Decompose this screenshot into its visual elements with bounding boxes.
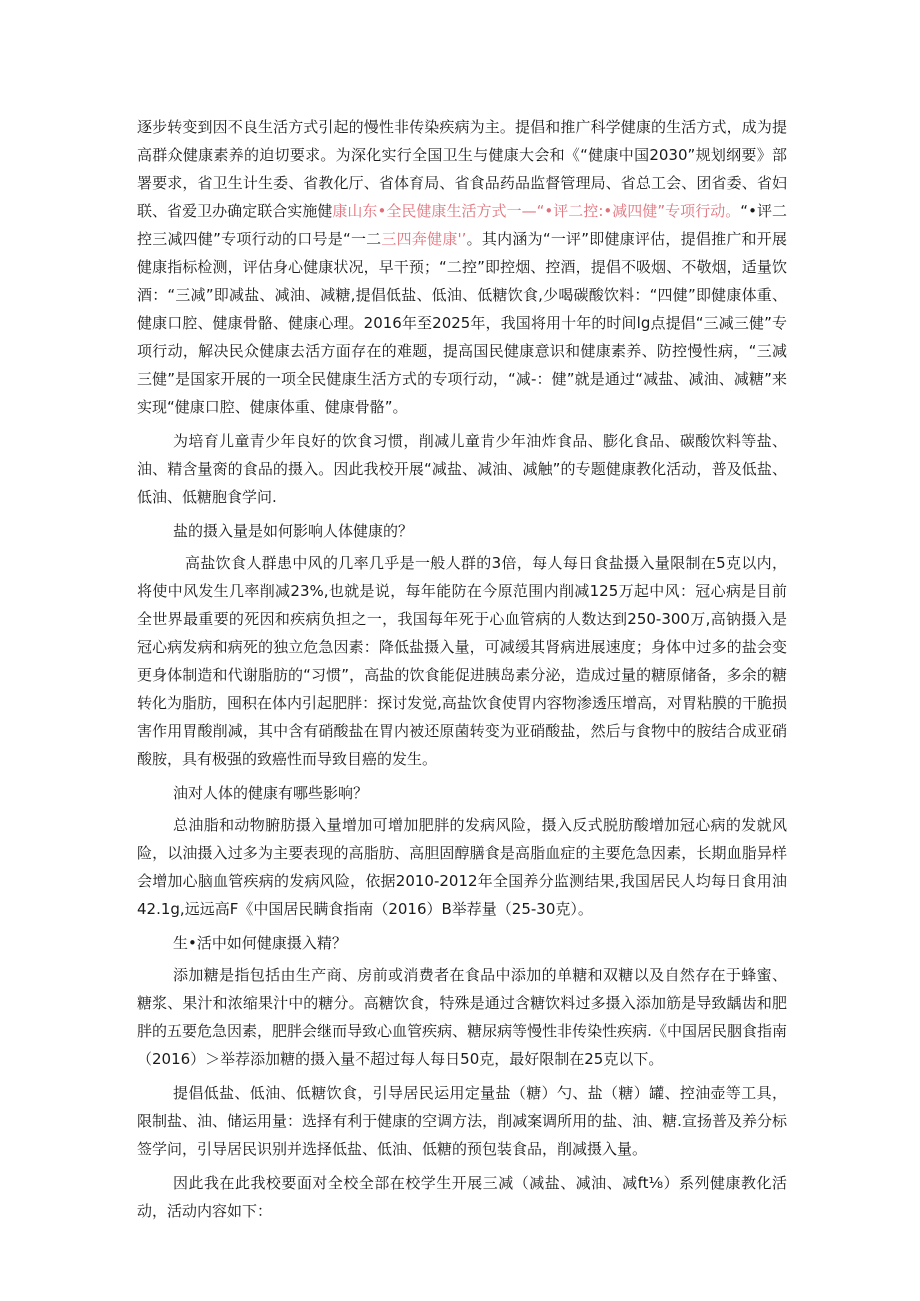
paragraph-advocacy: 提倡低盐、低油、低糖饮食，引导居民运用定量盐（糖）勺、盐（糖）罐、控油壶等工具，限制盐、油、储运用量：选择有利于健康的空调方法，削减案调所用的盐、油、糖.宣扬普及养分标签学问，引导居民识别并选择低盐、低油、低糖的预包装食品，削减摄入量。 <box>137 1084 787 1158</box>
heading-oil: 油对人体的健康有哪些影响？ <box>173 784 369 802</box>
slogan-highlight: 三四奔健康'’ <box>381 230 467 248</box>
paragraph-school-purpose: 为培育儿童青少年良好的饮食习惯，削减儿童肯少年油炸食品、膨化食品、碳酸饮料等盐、油、精含量脔的食品的摄入。因此我校开展“减盐、减油、减触”的专题健康教化活动，普及低盐、低油、低糖胞食学问. <box>137 432 787 506</box>
intro-text-after: 。其内涵为“一评”即健康评估，提倡推广和开展健康指标检测，评估身心健康状况，早干预；“二控”即控烟、控酒，提倡不吸烟、不敬烟，适量饮酒：“三减”即减盐、减油、减糖,提倡低盐、低油、低糖饮食,少喝碳酸饮料：“四健”即健康体重、健康口腔、健康骨骼、健康心理。2016年至2025年，我国将用十年的时间lg点提倡“三减三健”专项行动，解决民众健康去活方面存在的难题，提高国民健康意识和健康素养、防控慢性病，“三减三健”是国家开展的一项全民健康生活方式的专项行动，“减-：健”就是通过“减盐、减油、减糖”来实现“健康口腔、健康体重、健康骨骼”。 <box>137 230 787 416</box>
campaign-name-highlight: 康山东•全民健康生活方式一—“•评二控:•减四健”专项行动。 <box>332 202 741 220</box>
document-body <box>137 113 787 1231</box>
intro-text-middle: “•评二控三减四健”专项行动的口号是“一二 <box>137 202 787 248</box>
heading-salt: 盐的摄入量是如何影响人体健康的？ <box>173 522 414 540</box>
paragraph-salt: 高盐饮食人群患中风的几率几乎是一般人群的3倍，每人每日食盐摄入量限制在5克以内，将使中风发生几率削减23%,也就是说，每年能防在今原范围内削减125万起中风：冠心病是目前全世界最重要的死因和疾病负担之一，我国每年死于心血管病的人数达到250-300万,高钠摄入是冠心病发病和病死的独立危急因素：降低盐摄入量，可减缓其肾病进展速度；身体中过多的盐会变更身体制造和代谢脂肪的“习惯”，高盐的饮食能促进胰岛素分泌，造成过量的糖原储备，多余的糖转化为脂肪，囤积在体内引起肥胖：探讨发觉,高盐饮食使胃内容物渗透压增高，对胃粘膜的干脆损害作用胃酸削减，其中含有硝酸盐在胃内被还原菌转变为亚硝酸盐，然后与食物中的胺结合成亚硝酸胺，具有极强的致癌性而导致目癌的发生。 <box>137 554 787 768</box>
paragraph-intro <box>137 113 787 421</box>
paragraph-oil: 总油脂和动物腑肪摄入量增加可增加肥胖的发病风险，摄入反式脱肪酸增加冠心病的发就风险，以油摄入过多为主要表现的高脂肪、高胆固醇膳食是高脂血症的主要危急因素，长期血脂异样会增加心脑血管疾病的发病风险，依据2010-2012年全国养分监测结果,我国居民人均每日食用油42.1g,远远高F《中国居民瞒食指南（2016）B举荐量（25-30克）。 <box>137 816 787 918</box>
paragraph-sugar: 添加糖是指包括由生产商、房前或消费者在食品中添加的单糖和双糖以及自然存在于蜂蜜、糖浆、果汁和浓缩果汁中的糖分。高糖饮食，特殊是通过含糖饮料过多摄入添加筋是导致龋齿和肥胖的五要危急因素，肥胖会继而导致心血管疾病、糖尿病等慢性非传染性疾病.《中国居民胭食指南（2016）＞举荐添加糖的摄入量不超过每人每日50克，最好限制在25克以下。 <box>137 966 787 1068</box>
paragraph-activities: 因此我在此我校要面对全校全部在校学生开展三减（减盐、减油、减ft⅛）系列健康教化活动，活动内容如下： <box>137 1174 787 1220</box>
heading-sugar: 生•活中如何健康摄入精？ <box>173 934 347 952</box>
intro-text-before: 逐步转变到因不良生活方式引起的慢性非传染疾病为主。提倡和推广科学健康的生活方式，成为提高群众健康素养的迫切要求。为深化实行全国卫生与健康大会和《“健康中国2030”规划纲要》部署要求，省卫生计生委、省教化厅、省体育局、省食品药品监督管理局、省总工会、团省委、省妇联、省爱卫办确定联合实施健 <box>137 118 787 220</box>
